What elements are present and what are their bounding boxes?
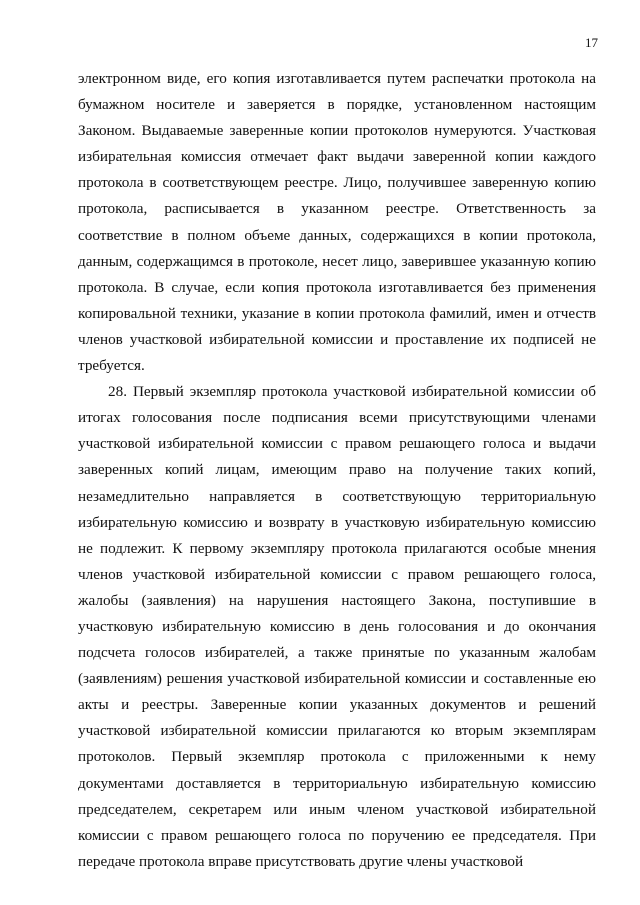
page-number: 17 xyxy=(585,35,598,50)
paragraph-continuation: электронном виде, его копия изготавливается путем распечатки протокола на бумажном носителе и заверяется в порядке, установленном настоящим Законом. Выдаваемые заверенные копии протоколов нумеруются. Участковая избирательная комиссия отмечает факт выдачи заверенной копии каждого протокола в соответствующем реестре. Лицо, получившее заверенную копию протокола, расписывается в указанном реестре. Ответственность за соответствие в полном объеме данных, содержащихся в копии протокола, данным, содержащимся в протоколе, несет лицо, заверившее указанную копию протокола. В случае, если копия протокола изготавливается без применения копировальной техники, указание в копии протокола фамилий, имен и отчеств членов участковой избирательной комиссии и проставление их подписей не требуется. xyxy=(78,70,596,375)
document-body xyxy=(78,66,596,875)
paragraph-item-28: 28. Первый экземпляр протокола участковой избирательной комиссии об итогах голосования после подписания всеми присутствующими членами участковой избирательной комиссии с правом решающего голоса и выдачи заверенных копий лицам, имеющим право на получение таких копий, незамедлительно направляется в соответствующую территориальную избирательную комиссию и возврату в участковую избирательную комиссию не подлежит. К первому экземпляру протокола прилагаются особые мнения членов участковой избирательной комиссии с правом решающего голоса, жалобы (заявления) на нарушения настоящего Закона, поступившие в участковую избирательную комиссию в день голосования и до окончания подсчета голосов избирателей, а также принятые по указанным жалобам (заявлениям) решения участковой избирательной комиссии и составленные ею акты и реестры. Заверенные копии указанных документов и решений участковой избирательной комиссии прилагаются ко вторым экземплярам протоколов. Первый экземпляр протокола с приложенными к нему документами доставляется в территориальную избирательную комиссию председателем, секретарем или иным членом участковой избирательной комиссии с правом решающего голоса по поручению ее председателя. При передаче протокола вправе присутствовать другие члены участковой xyxy=(78,383,596,870)
